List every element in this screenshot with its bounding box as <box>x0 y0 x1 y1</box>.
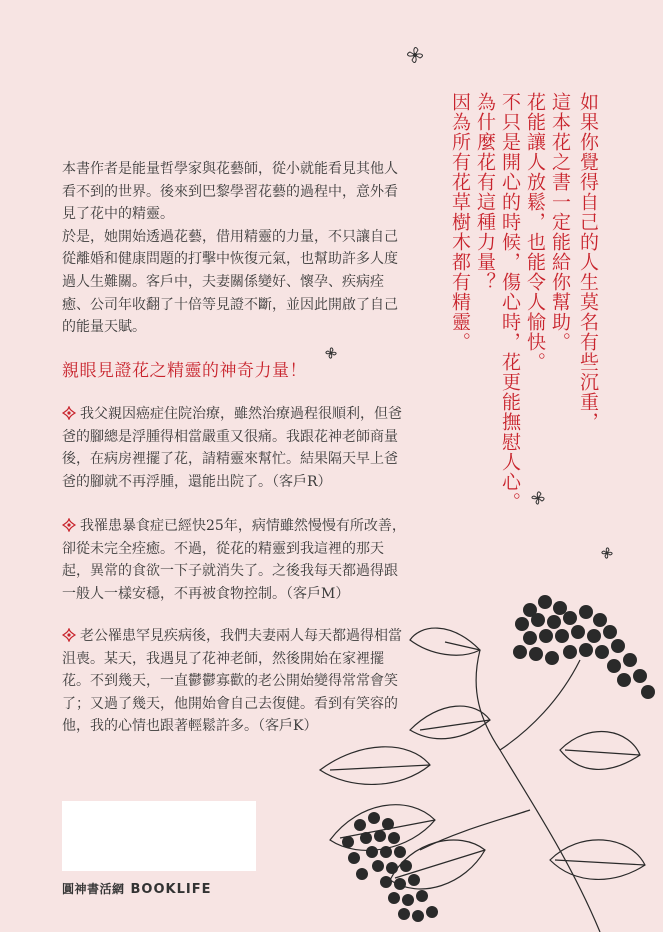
small-flower-icon <box>598 544 616 562</box>
intro-paragraph-1: 本書作者是能量哲學家與花藝師，從小就能看見其他人看不到的世界。後來到巴黎學習花藝的過程中，意外看見了花中的精靈。 <box>62 161 398 223</box>
small-flower-icon <box>400 40 430 70</box>
publisher-name: 圓神書活網 <box>62 882 125 896</box>
publisher-logo <box>62 880 211 897</box>
brand-name: BOOKLIFE <box>130 882 212 897</box>
flower-bullet-icon <box>62 518 76 532</box>
intro-paragraph-2: 於是，她開始透過花藝，借用精靈的力量，不只讓自己從離婚和健康問題的打擊中恢復元氣，也幫助許多人度過人生難關。客戶中，夫妻關係變好、懷孕、疾病痊癒、公司年收翻了十倍等見證不斷，並因此開啟了自己的能量天賦。 <box>62 228 398 336</box>
elderberry-illustration <box>300 580 663 932</box>
vertical-line-1: 如果你覺得自己的人生莫名有些沉重， <box>577 92 599 432</box>
small-flower-icon <box>322 344 340 362</box>
testimonial-3-text: 老公罹患罕見疾病後，我們夫妻兩人每天都過得相當沮喪。某天，我遇見了花神老師，然後開始在家裡擺花。不到幾天，一直鬱鬱寡歡的老公開始變得常常會笑了；又過了幾天，他開始會自己去復健。看到有笑容的他，我的心情也跟著輕鬆許多。（客戶K） <box>62 628 402 735</box>
vertical-line-5: 為什麼花有這種力量？ <box>474 92 496 292</box>
testimonial-1-text: 我父親因癌症住院治療，雖然治療過程很順利，但爸爸的腳總是浮腫得相當嚴重又很痛。我跟花神老師商量後，在病房裡擺了花，請精靈來幫忙。結果隔天早上爸爸的腳就不再浮腫，還能出院了。（客戶R） <box>62 406 402 490</box>
flower-bullet-icon <box>62 406 76 420</box>
intro-text <box>62 158 402 339</box>
flower-bullet-icon <box>62 628 76 642</box>
small-flower-icon <box>526 486 550 510</box>
vertical-line-2: 這本花之書一定能給你幫助。 <box>549 92 571 352</box>
barcode-area <box>62 801 256 871</box>
testimonial-1 <box>62 403 407 493</box>
testimonial-2-text: 我罹患暴食症已經快25年，病情雖然慢慢有所改善，卻從未完全痊癒。不過，從花的精靈到我這裡的那天起，異常的食欲一下子就消失了。之後我每天都過得跟一般人一樣安穩，不再被食物控制。（客戶M） <box>62 518 406 602</box>
section-title: 親眼見證花之精靈的神奇力量！ <box>62 361 307 381</box>
vertical-line-6: 因為所有花草樹木都有精靈。 <box>449 92 471 352</box>
vertical-line-4: 不只是開心的時候，傷心時，花更能撫慰人心。 <box>499 92 521 512</box>
vertical-line-3: 花能讓人放鬆，也能令人愉快。 <box>524 92 546 372</box>
